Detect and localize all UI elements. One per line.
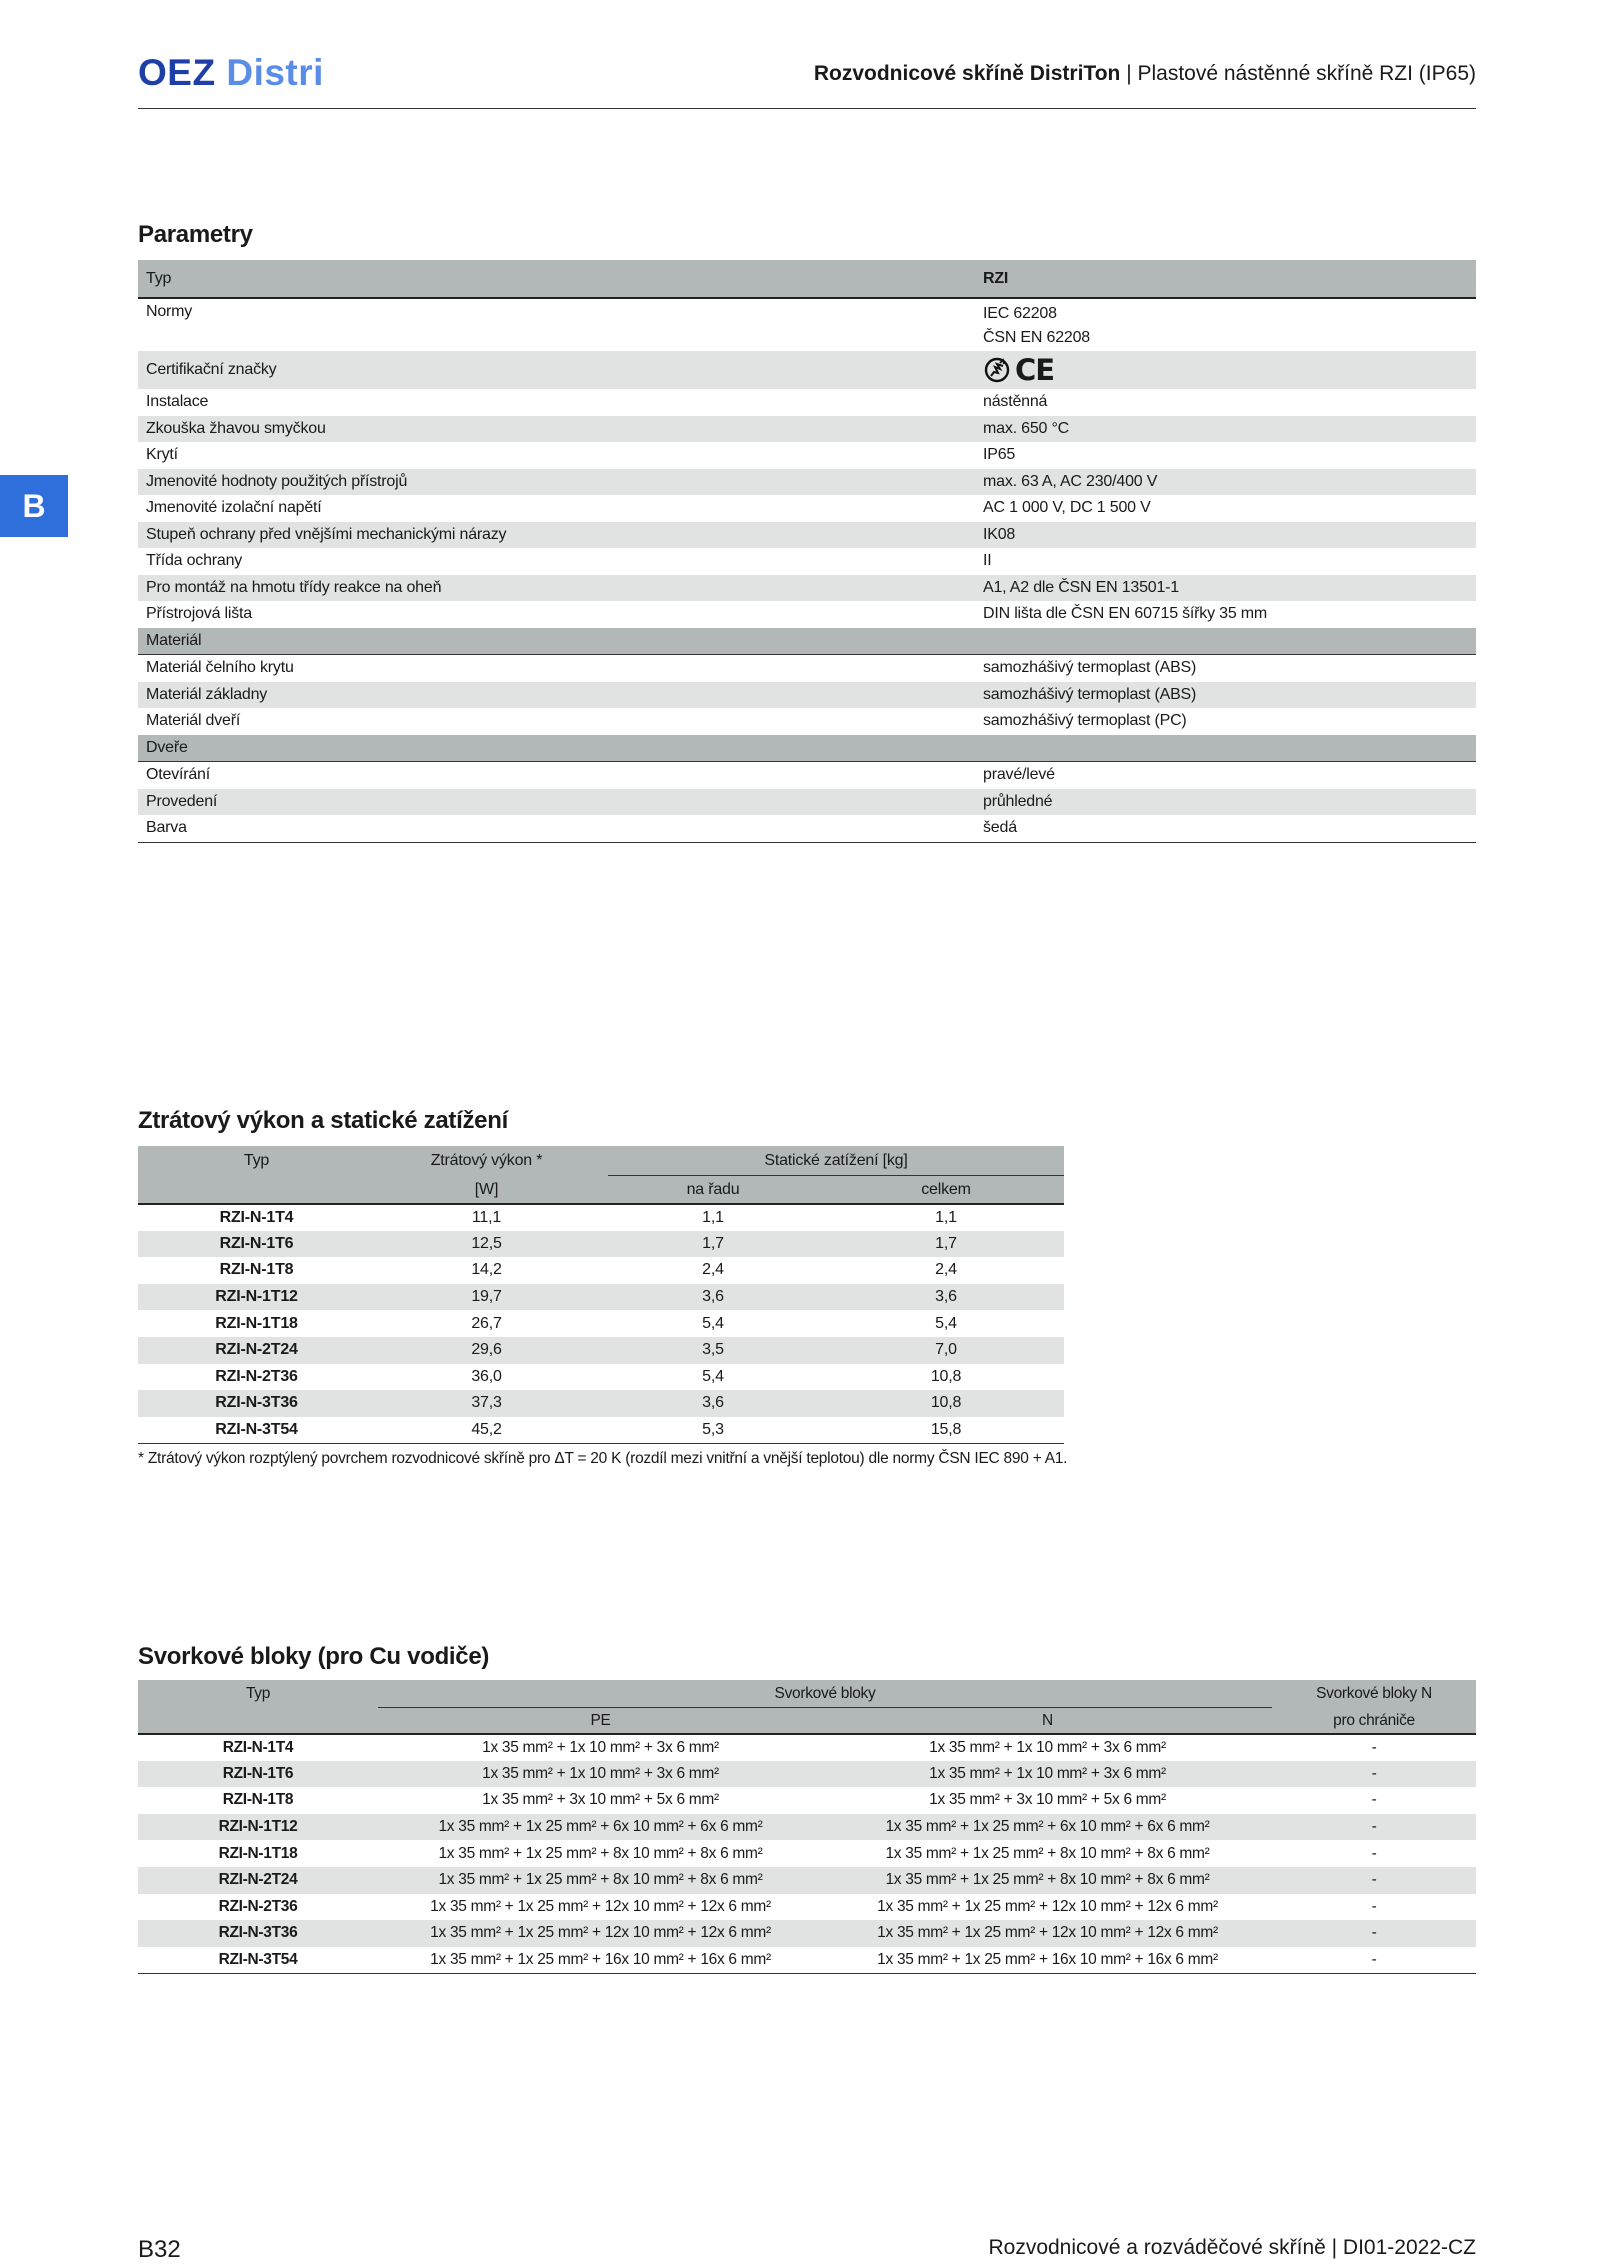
header-title-separator: |: [1126, 62, 1132, 85]
loss-total-cell: 1,7: [935, 1234, 957, 1252]
terminal-n-cell: 1x 35 mm² + 1x 25 mm² + 16x 10 mm² + 16x 6 mm²: [877, 1950, 1218, 1968]
terminal-type-cell: RZI-N-1T18: [218, 1844, 298, 1862]
terminal-nprot-cell: -: [1371, 1897, 1377, 1915]
terminal-pe-cell: 1x 35 mm² + 1x 25 mm² + 16x 10 mm² + 16x 6 mm²: [430, 1950, 771, 1968]
header-title: [814, 62, 1476, 86]
loss-type-cell: RZI-N-1T6: [219, 1234, 294, 1252]
terminal-type-cell: RZI-N-1T12: [218, 1818, 298, 1836]
params-row-label: Instalace: [146, 393, 209, 410]
table-row: [138, 1204, 1064, 1231]
loss-header-type: Typ: [243, 1152, 270, 1169]
params-row-value: max. 650 °C: [983, 419, 1070, 437]
table-row: [138, 1364, 1064, 1391]
params-row-label: Materiál čelního krytu: [146, 659, 294, 676]
loss-type-cell: RZI-N-3T54: [215, 1420, 298, 1438]
params-row: [138, 708, 1476, 735]
terminal-type-cell: RZI-N-3T54: [218, 1950, 298, 1968]
params-row-value: pravé/levé: [983, 766, 1055, 783]
params-row-value: šedá: [983, 819, 1017, 836]
params-row-value: AC 1 000 V, DC 1 500 V: [983, 499, 1151, 516]
params-row-label: Barva: [146, 819, 187, 836]
terminal-pe-cell: 1x 35 mm² + 1x 25 mm² + 12x 10 mm² + 12x 6 mm²: [430, 1897, 771, 1915]
params-row-value: II: [983, 552, 992, 569]
params-row: [138, 469, 1476, 496]
terminal-n-cell: 1x 35 mm² + 1x 10 mm² + 3x 6 mm²: [929, 1738, 1166, 1756]
loss-type-cell: RZI-N-1T12: [215, 1288, 298, 1306]
terminal-nprot-cell: -: [1371, 1764, 1377, 1782]
table-row: [138, 1787, 1476, 1814]
table-row: [138, 1257, 1064, 1284]
terminal-n-cell: 1x 35 mm² + 1x 10 mm² + 3x 6 mm²: [929, 1764, 1166, 1782]
loss-row-cell: 3,5: [702, 1341, 724, 1359]
params-section-label: Dveře: [146, 738, 188, 756]
params-row: [138, 416, 1476, 443]
header-divider: [138, 108, 1476, 109]
loss-total-cell: 7,0: [935, 1341, 957, 1359]
params-row: [138, 762, 1476, 789]
terminal-type-cell: RZI-N-1T6: [222, 1764, 294, 1782]
loss-w-cell: 12,5: [471, 1234, 502, 1252]
footer-title: Rozvodnicové a rozváděčové skříně | DI01-2022-CZ: [988, 2236, 1476, 2259]
terminal-nprot-cell: -: [1371, 1791, 1377, 1809]
terminal-type-cell: RZI-N-1T4: [222, 1738, 294, 1756]
table-row: [138, 1761, 1476, 1788]
terminal-nprot-cell: -: [1371, 1844, 1377, 1862]
terminals-header-nprot-2: pro chrániče: [1333, 1711, 1415, 1729]
params-row-label: Materiál základny: [146, 685, 268, 703]
loss-total-cell: 10,8: [930, 1394, 962, 1412]
norm-value: IEC 62208: [983, 305, 1057, 322]
params-row: [138, 442, 1476, 469]
params-row-label: Certifikační značky: [146, 361, 277, 378]
params-header-row: [138, 260, 1476, 299]
params-row-certifications: [138, 351, 1476, 389]
params-row-label: Otevírání: [146, 766, 211, 783]
terminals-header-n: N: [1042, 1711, 1053, 1729]
loss-table: [138, 1146, 1064, 1444]
terminals-section-title: Svorkové bloky (pro Cu vodiče): [138, 1643, 490, 1670]
params-row-norms: [138, 299, 1476, 351]
terminal-type-cell: RZI-N-1T8: [222, 1791, 294, 1809]
table-row: [138, 1867, 1476, 1894]
params-row-label: Jmenovité hodnoty použitých přístrojů: [146, 472, 408, 490]
params-row-value: max. 63 A, AC 230/400 V: [983, 472, 1158, 490]
loss-row-cell: 3,6: [702, 1394, 724, 1412]
params-row-label: Třída ochrany: [146, 552, 243, 569]
params-row-label: Stupeň ochrany před vnějšími mechanickými nárazy: [146, 525, 507, 543]
ce-mark-icon: CE: [1015, 353, 1055, 387]
terminal-pe-cell: 1x 35 mm² + 1x 10 mm² + 3x 6 mm²: [482, 1764, 719, 1782]
params-row: [138, 548, 1476, 575]
loss-total-cell: 15,8: [930, 1420, 962, 1438]
params-row-label: Normy: [146, 303, 193, 320]
terminal-n-cell: 1x 35 mm² + 3x 10 mm² + 5x 6 mm²: [929, 1791, 1166, 1809]
loss-row-cell: 1,1: [702, 1208, 724, 1226]
terminal-pe-cell: 1x 35 mm² + 3x 10 mm² + 5x 6 mm²: [482, 1791, 719, 1809]
terminal-pe-cell: 1x 35 mm² + 1x 25 mm² + 12x 10 mm² + 12x 6 mm²: [430, 1924, 771, 1942]
params-section-label: Materiál: [146, 631, 202, 649]
loss-type-cell: RZI-N-1T18: [215, 1314, 298, 1332]
terminal-n-cell: 1x 35 mm² + 1x 25 mm² + 12x 10 mm² + 12x 6 mm²: [877, 1924, 1218, 1942]
params-section-material: [138, 628, 1476, 656]
terminal-nprot-cell: -: [1371, 1818, 1377, 1836]
terminal-pe-cell: 1x 35 mm² + 1x 25 mm² + 8x 10 mm² + 8x 6 mm²: [438, 1871, 763, 1889]
params-row-value: průhledné: [983, 792, 1053, 810]
table-row: [138, 1920, 1476, 1947]
terminal-pe-cell: 1x 35 mm² + 1x 25 mm² + 6x 10 mm² + 6x 6 mm²: [438, 1818, 763, 1836]
table-row: [138, 1417, 1064, 1444]
loss-footnote: * Ztrátový výkon rozptýlený povrchem rozvodnicové skříně pro ΔT = 20 K (rozdíl mezi vnitřní a vnější teplotou) dle normy ČSN IEC 890 + A1.: [138, 1450, 1068, 1467]
terminal-n-cell: 1x 35 mm² + 1x 25 mm² + 8x 10 mm² + 8x 6 mm²: [885, 1844, 1210, 1862]
params-row-value: IK08: [983, 525, 1016, 543]
table-row: [138, 1947, 1476, 1974]
params-row-value: [983, 299, 1476, 349]
page-number: B32: [138, 2236, 181, 2263]
table-row: [138, 1894, 1476, 1921]
terminal-nprot-cell: -: [1371, 1871, 1377, 1889]
loss-row-cell: 5,4: [702, 1367, 724, 1385]
params-row: [138, 575, 1476, 602]
params-row-value: [983, 355, 1476, 385]
terminal-n-cell: 1x 35 mm² + 1x 25 mm² + 8x 10 mm² + 8x 6 mm²: [885, 1871, 1210, 1889]
terminals-header-pe: PE: [590, 1711, 611, 1729]
company-logo: [138, 52, 324, 94]
loss-section-title: Ztrátový výkon a statické zatížení: [138, 1107, 508, 1134]
loss-header-total: celkem: [921, 1180, 971, 1198]
table-row: [138, 1337, 1064, 1364]
params-row-label: Jmenovité izolační napětí: [146, 499, 322, 516]
chapter-tab: B: [0, 475, 68, 537]
params-row-label: Zkouška žhavou smyčkou: [146, 419, 326, 437]
params-row: [138, 789, 1476, 816]
params-row-label: Přístrojová lišta: [146, 605, 252, 622]
loss-w-cell: 37,3: [471, 1394, 502, 1412]
loss-type-cell: RZI-N-1T8: [219, 1261, 294, 1279]
params-row: [138, 682, 1476, 709]
table-row: [138, 1814, 1476, 1841]
electrical-certification-mark-icon: [983, 355, 1011, 385]
params-row: [138, 655, 1476, 682]
terminal-n-cell: 1x 35 mm² + 1x 25 mm² + 6x 10 mm² + 6x 6 mm²: [885, 1818, 1210, 1836]
terminal-type-cell: RZI-N-2T36: [218, 1897, 298, 1915]
terminal-n-cell: 1x 35 mm² + 1x 25 mm² + 12x 10 mm² + 12x 6 mm²: [877, 1897, 1218, 1915]
logo-distri: Distri: [226, 52, 324, 93]
params-row-label: Materiál dveří: [146, 712, 241, 729]
loss-type-cell: RZI-N-1T4: [219, 1208, 294, 1226]
params-row-label: Provedení: [146, 792, 218, 810]
table-row: [138, 1231, 1064, 1258]
loss-total-cell: 2,4: [935, 1261, 957, 1279]
loss-total-cell: 1,1: [935, 1208, 957, 1226]
table-row: [138, 1734, 1476, 1761]
params-row: [138, 522, 1476, 549]
loss-type-cell: RZI-N-3T36: [215, 1394, 298, 1412]
params-header-value: RZI: [983, 269, 1009, 287]
loss-row-cell: 1,7: [702, 1234, 724, 1252]
norm-value: ČSN EN 62208: [983, 329, 1090, 346]
params-row: [138, 389, 1476, 416]
table-row: [138, 1840, 1476, 1867]
loss-header-unit: [W]: [474, 1180, 499, 1198]
loss-row-cell: 5,4: [702, 1314, 724, 1332]
terminal-type-cell: RZI-N-3T36: [218, 1924, 298, 1942]
params-row-label: Pro montáž na hmotu třídy reakce na oheň: [146, 578, 442, 596]
terminal-nprot-cell: -: [1371, 1950, 1377, 1968]
params-row-value: DIN lišta dle ČSN EN 60715 šířky 35 mm: [983, 605, 1268, 622]
terminals-header-nprot: Svorkové bloky N: [1316, 1685, 1432, 1702]
params-row: [138, 815, 1476, 843]
loss-w-cell: 29,6: [471, 1341, 502, 1359]
loss-header-per-row: na řadu: [686, 1180, 740, 1198]
logo-oez: OEZ: [138, 52, 216, 93]
params-row-value: IP65: [983, 446, 1016, 463]
table-row: [138, 1390, 1064, 1417]
loss-total-cell: 10,8: [930, 1367, 962, 1385]
loss-total-cell: 5,4: [935, 1314, 957, 1332]
params-row-value: samozhášivý termoplast (PC): [983, 712, 1187, 729]
params-table: [138, 260, 1476, 843]
header-title-series: Rozvodnicové skříně DistriTon: [813, 62, 1121, 85]
loss-w-cell: 19,7: [471, 1288, 502, 1306]
params-row-value: nástěnná: [983, 393, 1048, 410]
terminal-nprot-cell: -: [1371, 1738, 1377, 1756]
table-row: [138, 1284, 1064, 1311]
loss-row-cell: 2,4: [702, 1261, 724, 1279]
loss-w-cell: 45,2: [471, 1420, 502, 1438]
header-title-product: Plastové nástěnné skříně RZI (IP65): [1137, 62, 1476, 85]
loss-header-static: Statické zatížení [kg]: [598, 1146, 1064, 1176]
params-row-value: samozhášivý termoplast (ABS): [983, 685, 1197, 703]
terminals-header-type: Typ: [245, 1685, 271, 1702]
loss-row-cell: 5,3: [702, 1420, 724, 1438]
loss-header-loss: Ztrátový výkon *: [430, 1152, 543, 1169]
params-row: [138, 601, 1476, 628]
loss-total-cell: 3,6: [935, 1288, 957, 1306]
terminals-header-blocks: Svorkové bloky: [378, 1680, 1272, 1708]
loss-type-cell: RZI-N-2T24: [215, 1341, 298, 1359]
terminal-pe-cell: 1x 35 mm² + 1x 10 mm² + 3x 6 mm²: [482, 1738, 719, 1756]
params-section-title: Parametry: [138, 221, 253, 248]
terminals-table: [138, 1680, 1476, 1974]
loss-w-cell: 26,7: [471, 1314, 502, 1332]
loss-w-cell: 11,1: [471, 1208, 502, 1226]
params-header-label: Typ: [146, 269, 172, 287]
loss-w-cell: 14,2: [471, 1261, 502, 1279]
loss-type-cell: RZI-N-2T36: [215, 1367, 298, 1385]
table-row: [138, 1310, 1064, 1337]
loss-w-cell: 36,0: [471, 1367, 502, 1385]
terminal-pe-cell: 1x 35 mm² + 1x 25 mm² + 8x 10 mm² + 8x 6 mm²: [438, 1844, 763, 1862]
params-row-label: Krytí: [146, 446, 178, 463]
params-row: [138, 495, 1476, 522]
loss-row-cell: 3,6: [702, 1288, 724, 1306]
params-row-value: samozhášivý termoplast (ABS): [983, 659, 1197, 676]
terminal-type-cell: RZI-N-2T24: [218, 1871, 298, 1889]
params-section-door: [138, 735, 1476, 763]
params-row-value: A1, A2 dle ČSN EN 13501-1: [983, 578, 1180, 596]
terminal-nprot-cell: -: [1371, 1924, 1377, 1942]
